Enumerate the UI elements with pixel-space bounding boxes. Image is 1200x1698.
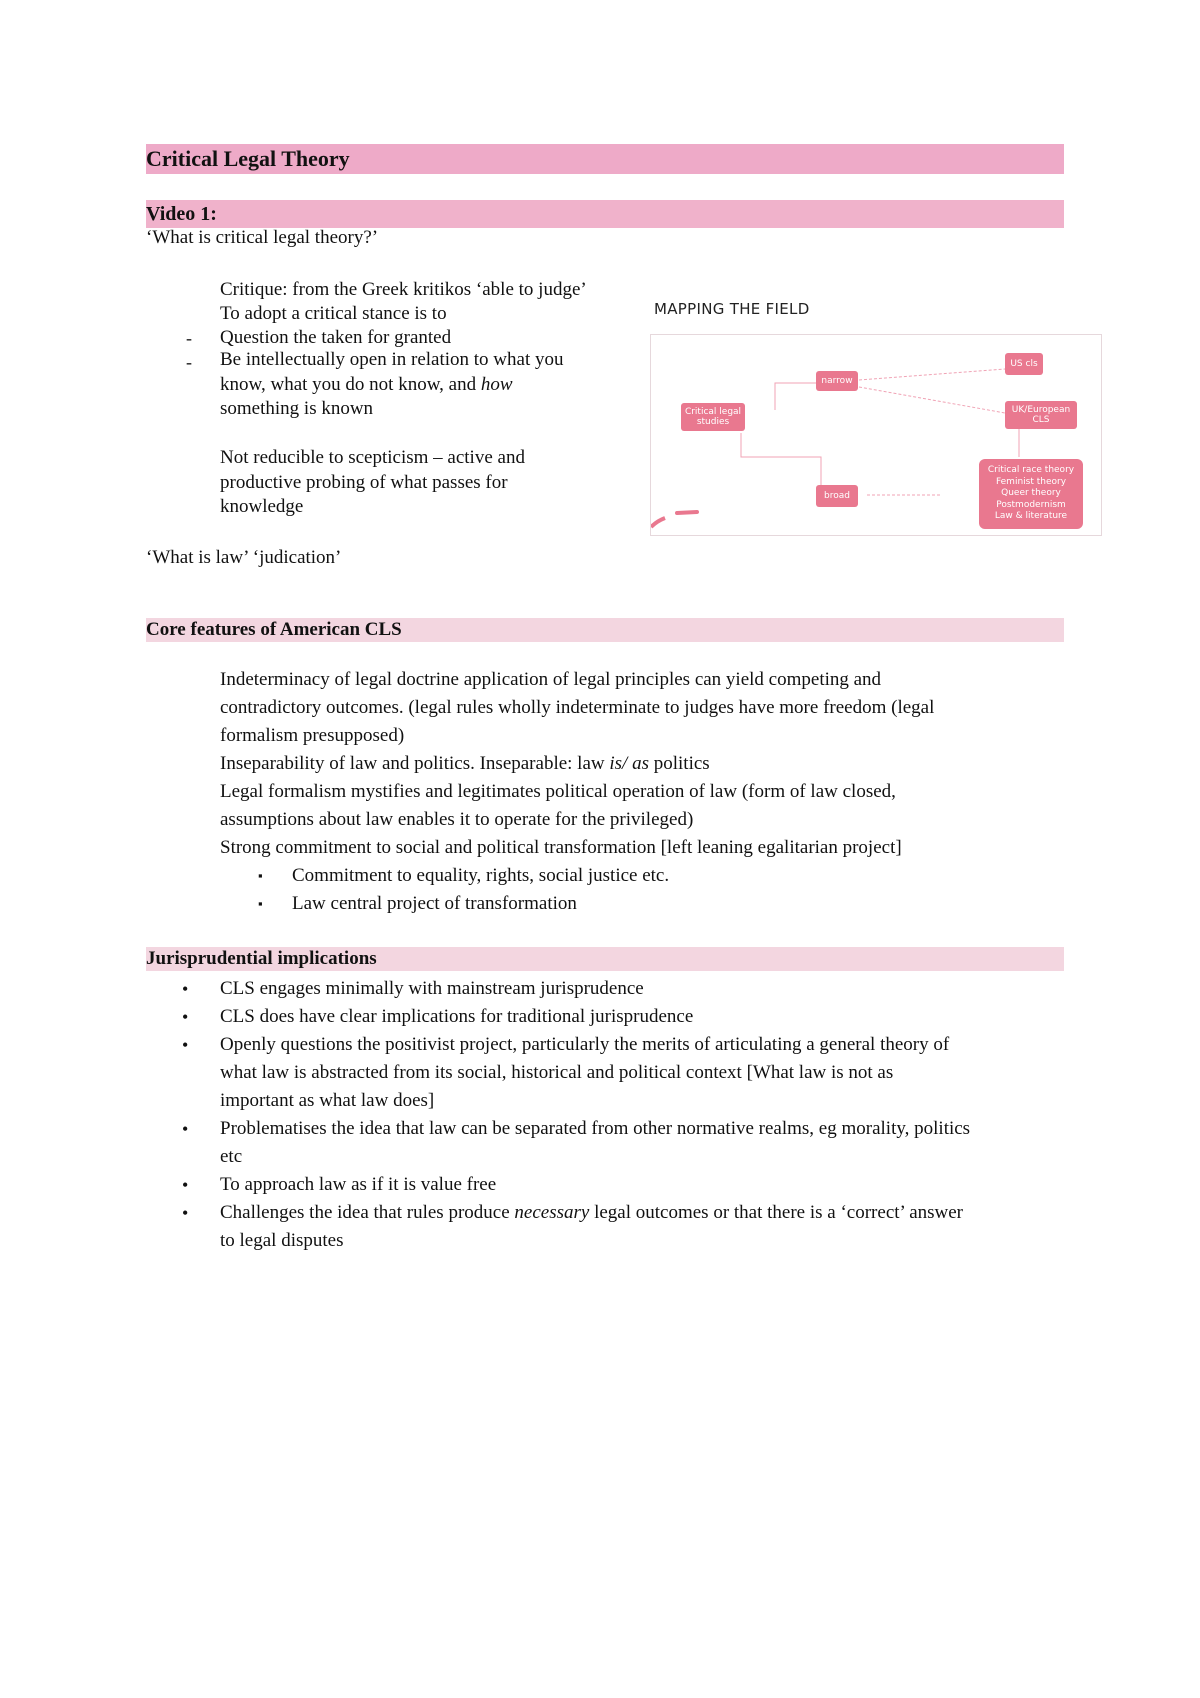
text-run: Challenges the idea that rules produce xyxy=(220,1202,515,1223)
node-uk-european-cls: UK/European CLS xyxy=(1005,401,1077,429)
page-title-text: Critical Legal Theory xyxy=(146,146,350,171)
list-item-text xyxy=(220,373,564,398)
node-label: Postmodernism xyxy=(996,499,1066,510)
video-heading-text: Video 1: xyxy=(146,203,217,225)
list-item-text: something is known xyxy=(220,398,374,419)
list-item-text: Openly questions the positivist project, particularly the merits of articulating a general theory of xyxy=(220,1034,950,1055)
connector xyxy=(741,433,821,485)
list-item-text: Not reducible to scepticism – active and xyxy=(220,447,525,468)
decorative-stroke xyxy=(677,512,697,513)
closing-question: ‘What is law’ ‘judication’ xyxy=(146,547,342,568)
text-run: know, what you do not know, and xyxy=(220,373,481,395)
square-bullet-marker: ▪ xyxy=(258,896,263,911)
list-item-text: To adopt a critical stance is to xyxy=(220,303,447,324)
list-item-text: important as what law does] xyxy=(220,1090,435,1111)
video-question: ‘What is critical legal theory?’ xyxy=(146,227,379,248)
page-title xyxy=(146,144,1064,174)
bullet-marker: • xyxy=(182,1007,189,1027)
dash-marker: - xyxy=(186,352,192,372)
list-item-text: Legal formalism mystifies and legitimates political operation of law (form of law closed, xyxy=(220,781,896,802)
node-label: Critical race theory xyxy=(987,465,1075,476)
text-run: legal outcomes or that there is a ‘correct’ answer xyxy=(589,1202,964,1223)
list-item xyxy=(146,666,1064,750)
bullet-marker: • xyxy=(182,1203,189,1223)
list-item xyxy=(146,348,646,423)
node-critical-legal-studies: Critical legal studies xyxy=(681,403,745,431)
list-item-text: Commitment to equality, rights, social justice etc. xyxy=(292,865,670,886)
dash-marker: - xyxy=(186,328,192,348)
italic-text: is/ as xyxy=(609,753,649,774)
list-item-text: to legal disputes xyxy=(220,1230,344,1251)
list-item-text: formalism presupposed) xyxy=(220,725,405,746)
list-item xyxy=(146,778,1064,834)
square-bullet-marker: ▪ xyxy=(258,868,263,883)
core-heading-text: Core features of American CLS xyxy=(146,619,402,640)
list-item-text: contradictory outcomes. (legal rules wholly indeterminate to judges have more freedom (legal xyxy=(220,697,935,718)
decorative-stroke xyxy=(651,518,665,527)
list-item-text: knowledge xyxy=(220,496,304,517)
bullet-marker: • xyxy=(182,1035,189,1055)
list-item xyxy=(146,1115,1064,1171)
juris-heading-text: Jurisprudential implications xyxy=(146,948,377,969)
node-broad-approaches xyxy=(979,459,1083,529)
list-item-text: CLS engages minimally with mainstream jurisprudence xyxy=(220,978,644,999)
node-broad: broad xyxy=(816,485,858,507)
list-item xyxy=(146,1031,1064,1115)
connector xyxy=(859,387,1005,413)
list-item-text xyxy=(220,1199,963,1227)
node-us-cls: US cls xyxy=(1005,353,1043,375)
list-item-text: Law central project of transformation xyxy=(292,893,577,914)
list-item-text xyxy=(220,750,710,778)
list-item-text: Critique: from the Greek kritikos ‘able to judge’ xyxy=(220,279,587,300)
italic-text: necessary xyxy=(514,1202,590,1223)
node-label: Feminist theory xyxy=(995,476,1067,487)
list-item-text: To approach law as if it is value free xyxy=(220,1174,497,1195)
italic-text: how xyxy=(480,373,513,395)
list-item xyxy=(146,446,646,521)
node-narrow: narrow xyxy=(816,371,858,391)
list-item-text: productive probing of what passes for xyxy=(220,471,508,493)
juris-heading xyxy=(146,947,1064,971)
text-run: Inseparability of law and politics. Inseparable: law xyxy=(220,753,610,774)
node-label: Law & literature xyxy=(994,511,1068,522)
video-heading xyxy=(146,200,1064,228)
figure-canvas xyxy=(650,334,1102,536)
bullet-marker: • xyxy=(182,1175,189,1195)
mapping-figure xyxy=(640,300,1110,540)
list-item xyxy=(146,1199,1064,1255)
list-item-text: Question the taken for granted xyxy=(220,327,452,348)
connector xyxy=(859,369,1005,380)
connector xyxy=(775,383,816,410)
node-label: Queer theory xyxy=(1001,488,1061,499)
list-item-text: assumptions about law enables it to operate for the privileged) xyxy=(220,809,694,830)
list-item-text: etc xyxy=(220,1146,243,1167)
list-item-text: Be intellectually open in relation to what you xyxy=(220,349,564,370)
core-heading xyxy=(146,618,1064,642)
list-item-text: Problematises the idea that law can be separated from other normative realms, eg morality, politics xyxy=(220,1118,971,1139)
list-item-text: Strong commitment to social and political transformation [left leaning egalitarian project] xyxy=(220,837,902,858)
bullet-marker: • xyxy=(182,1119,189,1139)
list-item-text: CLS does have clear implications for traditional jurisprudence xyxy=(220,1006,694,1027)
list-item-text: what law is abstracted from its social, historical and political context [What law is not as xyxy=(220,1062,894,1083)
figure-title: MAPPING THE FIELD xyxy=(654,300,810,318)
bullet-marker: • xyxy=(182,979,189,999)
list-item-text: Indeterminacy of legal doctrine application of legal principles can yield competing and xyxy=(220,669,882,690)
text-run: politics xyxy=(648,753,710,774)
